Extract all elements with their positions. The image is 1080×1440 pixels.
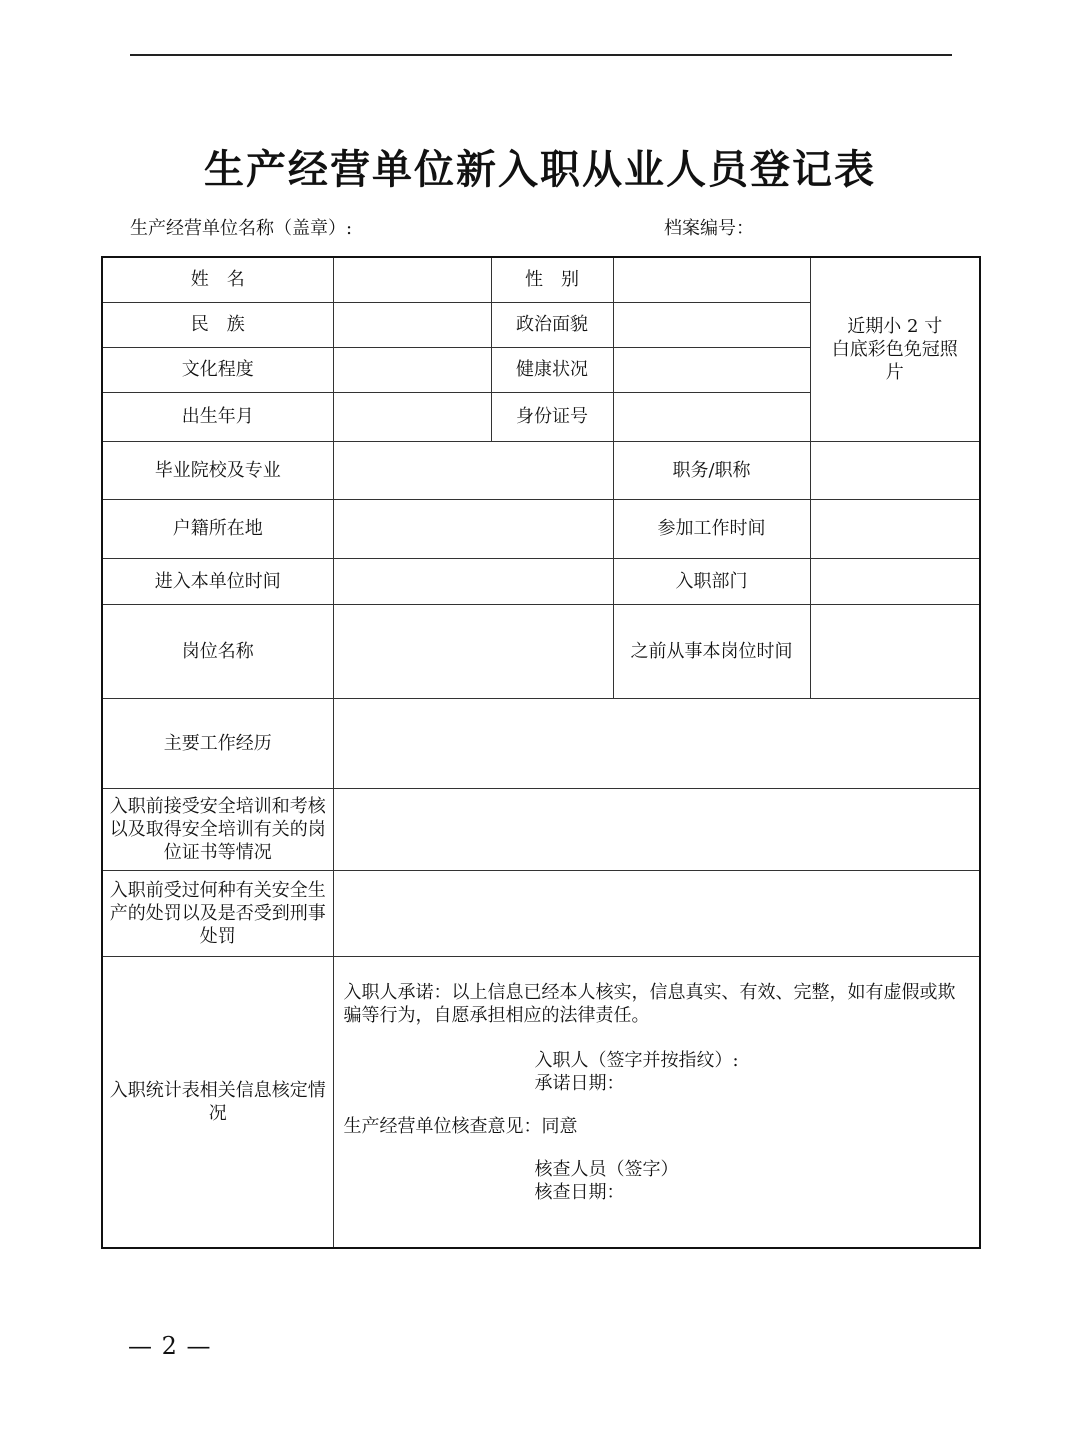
education-label: 文化程度 xyxy=(102,347,333,392)
ethnicity-field[interactable] xyxy=(333,302,491,347)
pledge-date-label: 承诺日期： xyxy=(534,1072,625,1094)
gender-field[interactable] xyxy=(613,257,810,302)
header-rule xyxy=(130,54,952,56)
department-field[interactable] xyxy=(810,558,980,604)
name-field[interactable] xyxy=(333,257,491,302)
id-number-label: 身份证号 xyxy=(491,392,613,441)
work-experience-field[interactable] xyxy=(333,698,980,788)
review-opinion: 生产经营单位核查意见：同意 xyxy=(343,1115,578,1137)
penalty-field[interactable] xyxy=(333,870,980,956)
photo-note-line1: 近期小 2 寸 xyxy=(847,315,943,337)
school-major-field[interactable] xyxy=(333,441,613,499)
photo-note-line3: 片 xyxy=(885,361,904,383)
file-number-label: 档案编号： xyxy=(664,218,754,239)
verification-label: 入职统计表相关信息核定情况 xyxy=(102,956,333,1248)
signer-label: 入职人（签字并按指纹）: xyxy=(534,1049,739,1071)
health-field[interactable] xyxy=(613,347,810,392)
job-title-label: 职务/职称 xyxy=(613,441,810,499)
post-name-label: 岗位名称 xyxy=(102,604,333,698)
hukou-field[interactable] xyxy=(333,499,613,558)
form-title: 生产经营单位新入职从业人员登记表 xyxy=(204,147,876,193)
hukou-label: 户籍所在地 xyxy=(102,499,333,558)
work-experience-label: 主要工作经历 xyxy=(102,698,333,788)
gender-label: 性 别 xyxy=(491,257,613,302)
photo-note-line2: 白底彩色免冠照 xyxy=(831,338,958,360)
work-start-field[interactable] xyxy=(810,499,980,558)
department-label: 入职部门 xyxy=(613,558,810,604)
work-start-label: 参加工作时间 xyxy=(613,499,810,558)
penalty-label: 入职前受过何种有关安全生产的处罚以及是否受到刑事处罚 xyxy=(102,870,333,956)
political-status-field[interactable] xyxy=(613,302,810,347)
pledge-statement: 入职人承诺：以上信息已经本人核实，信息真实、有效、完整，如有虚假或欺骗等行为，自愿承担相应的法律责任。 xyxy=(343,981,956,1026)
verification-section xyxy=(333,956,980,1248)
training-label: 入职前接受安全培训和考核以及取得安全培训有关的岗位证书等情况 xyxy=(102,788,333,870)
name-label: 姓 名 xyxy=(102,257,333,302)
training-field[interactable] xyxy=(333,788,980,870)
prior-post-time-label: 之前从事本岗位时间 xyxy=(613,604,810,698)
post-name-field[interactable] xyxy=(333,604,613,698)
education-field[interactable] xyxy=(333,347,491,392)
birth-field[interactable] xyxy=(333,392,491,441)
school-major-label: 毕业院校及专业 xyxy=(102,441,333,499)
health-label: 健康状况 xyxy=(491,347,613,392)
unit-name-label: 生产经营单位名称（盖章）: xyxy=(130,218,353,239)
ethnicity-label: 民 族 xyxy=(102,302,333,347)
photo-box[interactable] xyxy=(810,257,980,441)
birth-label: 出生年月 xyxy=(102,392,333,441)
join-date-field[interactable] xyxy=(333,558,613,604)
join-date-label: 进入本单位时间 xyxy=(102,558,333,604)
reviewer-label: 核查人员（签字） xyxy=(534,1158,679,1180)
page-number: — 2 — xyxy=(128,1332,212,1360)
registration-table xyxy=(101,256,981,1249)
job-title-field[interactable] xyxy=(810,441,980,499)
id-number-field[interactable] xyxy=(613,392,810,441)
political-status-label: 政治面貌 xyxy=(491,302,613,347)
review-date-label: 核查日期： xyxy=(534,1181,625,1203)
prior-post-time-field[interactable] xyxy=(810,604,980,698)
